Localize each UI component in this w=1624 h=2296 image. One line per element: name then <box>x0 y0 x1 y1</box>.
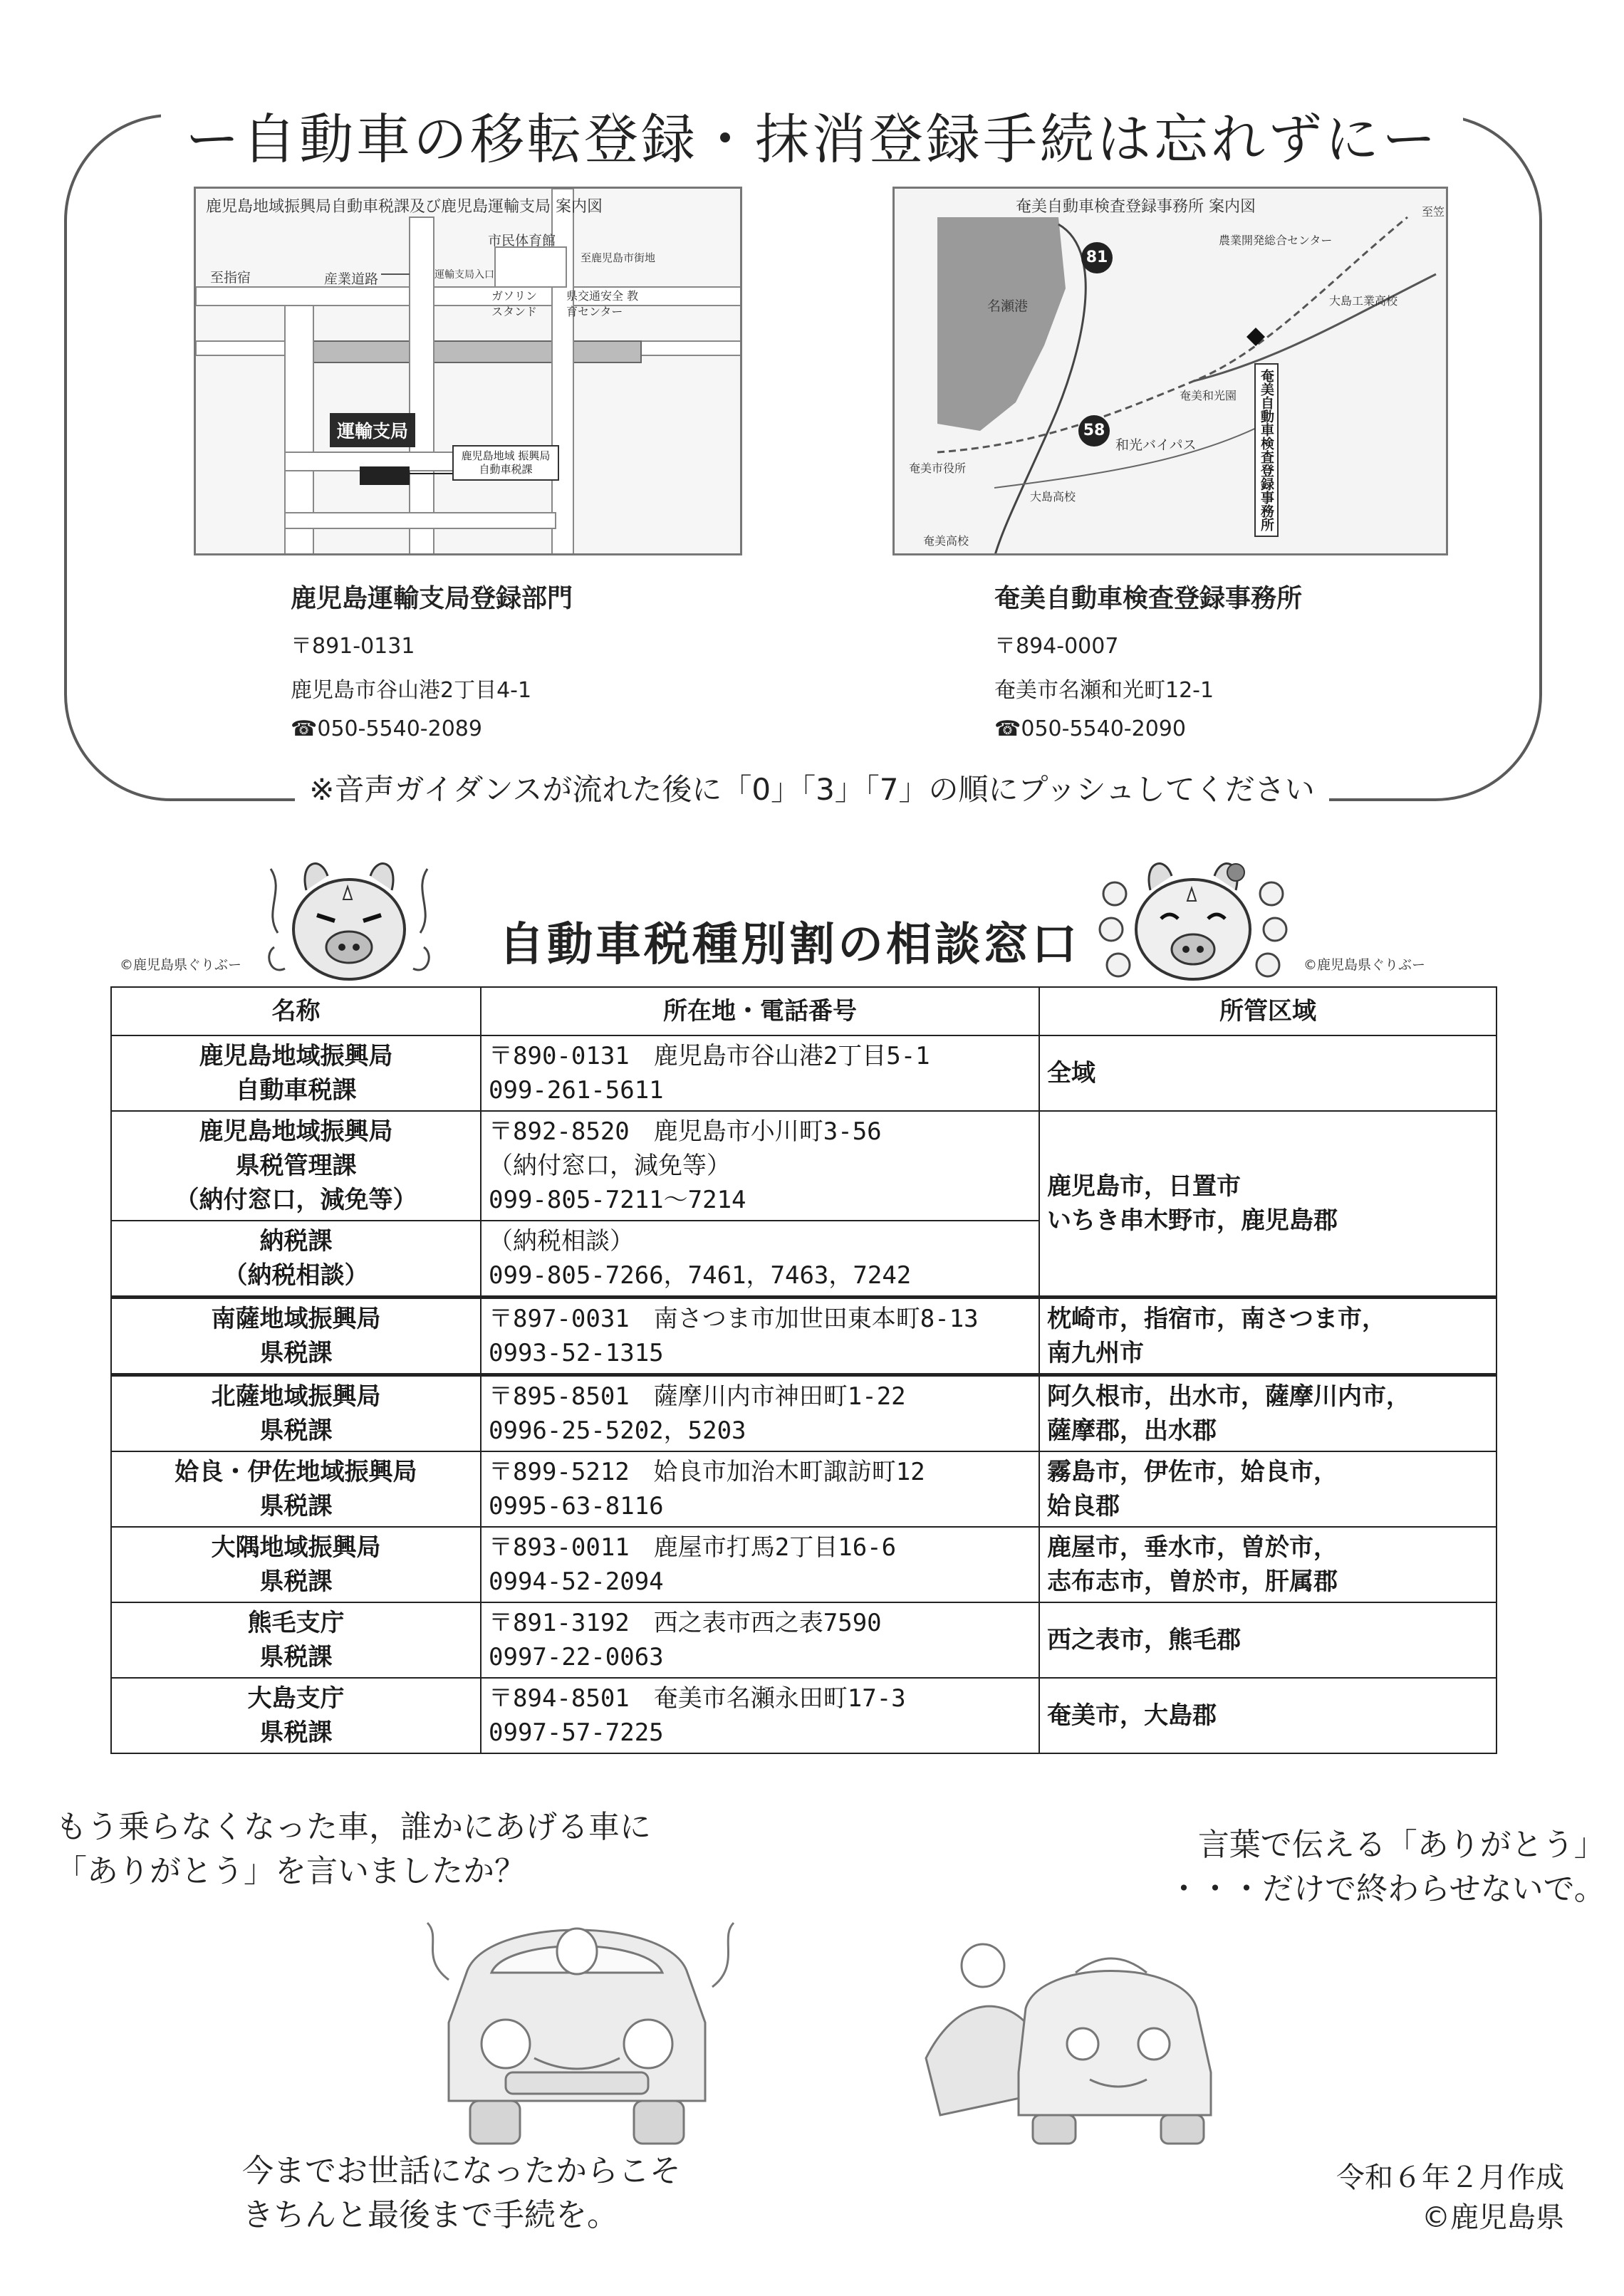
message-line: 今までお世話になったからこそ <box>242 2153 681 2189</box>
office-name-line: 県税管理課 <box>235 1152 357 1180</box>
office-name-line: 大島支庁 <box>247 1684 345 1713</box>
office-right-postal: 〒894-0007 <box>994 634 1119 659</box>
phone-guidance-notice-wrap <box>0 766 1624 809</box>
office-jurisdiction-cell <box>1039 1527 1497 1602</box>
office-note-line: （納税相談） <box>489 1227 634 1256</box>
office-jurisdiction-cell <box>1039 1678 1497 1753</box>
map-label-amami-hs: 奄美高校 <box>923 534 969 548</box>
message-line: きちんと最後まで手続を。 <box>242 2197 618 2233</box>
map-amami-roads <box>895 189 1448 555</box>
office-phone-line: 0997-57-7225 <box>489 1718 664 1747</box>
mascot-credit-left: ©鹿児島県ぐりぶー <box>120 957 242 973</box>
office-name-line: 北薩地域振興局 <box>211 1382 381 1411</box>
office-name-cell <box>111 1451 481 1527</box>
map-label-amami-city-hall: 奄美市役所 <box>909 461 967 475</box>
office-name-cell <box>111 1035 481 1111</box>
map-kagoshima-caption: 鹿児島地域振興局自動車税課及び鹿児島運輸支局 案内図 <box>206 198 603 216</box>
office-address-line: 〒890-0131 鹿児島市谷山港2丁目5-1 <box>489 1042 930 1070</box>
office-note-line: （納付窓口，減免等） <box>489 1152 731 1180</box>
registration-title: ー自動車の移転登録・抹消登録手続は忘れずにー <box>161 108 1463 171</box>
copyright: ©鹿児島県 <box>1422 2201 1564 2234</box>
office-address-cell <box>481 1375 1039 1452</box>
office-left-postal: 〒891-0131 <box>291 634 415 659</box>
table-header-row <box>111 987 1497 1035</box>
map-label-entrance: 運輸支局入口 <box>434 269 494 281</box>
table-row <box>111 1527 1497 1602</box>
registration-title-wrap <box>0 96 1624 174</box>
office-phone-line: 099-261-5611 <box>489 1076 664 1105</box>
map-label-tax-division: 鹿児島地域 振興局 自動車税課 <box>452 445 559 481</box>
office-jurisdiction-cell <box>1039 1298 1497 1375</box>
office-name-cell <box>111 1111 481 1221</box>
message-line: もう乗らなくなった車，誰かにあげる車に <box>56 1809 651 1845</box>
route-58-badge: 58 <box>1078 415 1110 447</box>
map-kagoshima <box>194 187 742 555</box>
jurisdiction-line: 西之表市，熊毛郡 <box>1047 1626 1241 1654</box>
office-phone-line: 0997-22-0063 <box>489 1643 664 1671</box>
office-jurisdiction-cell <box>1039 1375 1497 1452</box>
jurisdiction-line: 枕崎市，指宿市，南さつま市， <box>1047 1305 1386 1333</box>
map-label-to-city-center: 至鹿児島市街地 <box>581 251 656 264</box>
car-illustration-goodbye <box>883 1916 1254 2158</box>
tax-office-table <box>110 986 1497 1754</box>
office-right-phone: ☎050-5540-2090 <box>994 716 1186 741</box>
office-address-cell <box>481 1602 1039 1678</box>
jurisdiction-line: 阿久根市，出水市，薩摩川内市， <box>1047 1382 1410 1411</box>
map-label-transport-bureau: 運輸支局 <box>330 413 415 447</box>
table-row <box>111 1451 1497 1527</box>
office-left-address: 鹿児島市谷山港2丁目4-1 <box>291 678 532 703</box>
map-amami-caption: 奄美自動車検査登録事務所 案内図 <box>1016 198 1256 216</box>
office-name-line: （納税相談） <box>223 1261 369 1290</box>
office-name-line: 納税課 <box>259 1227 333 1256</box>
office-address-line: 〒895-8501 薩摩川内市神田町1-22 <box>489 1382 906 1411</box>
jurisdiction-line: 鹿屋市，垂水市，曽於市， <box>1047 1533 1338 1562</box>
office-name-line: 鹿児島地域振興局 <box>199 1042 393 1070</box>
office-name-line: 県税課 <box>259 1416 333 1445</box>
column-header-jurisdiction: 所管区域 <box>1039 987 1497 1035</box>
office-address-line: 〒892-8520 鹿児島市小川町3-56 <box>489 1117 882 1146</box>
office-name-line: 鹿児島地域振興局 <box>199 1117 393 1146</box>
map-label-gas-station: ガソリン スタンド <box>491 289 538 318</box>
table-row <box>111 1678 1497 1753</box>
jurisdiction-line: 志布志市，曽於市，肝属郡 <box>1047 1567 1338 1596</box>
office-name-line: （納付窓口，減免等） <box>175 1186 417 1214</box>
jurisdiction-line: 奄美市，大島郡 <box>1047 1701 1217 1730</box>
office-name-line: 大隅地域振興局 <box>211 1533 381 1562</box>
jurisdiction-line: 薩摩郡，出水郡 <box>1047 1416 1217 1445</box>
office-name-cell <box>111 1221 481 1298</box>
message-words-not-enough <box>1118 1823 1605 1911</box>
map-kagoshima-roads <box>196 189 742 555</box>
office-name-line: 県税課 <box>259 1643 333 1671</box>
office-name-line: 自動車税課 <box>235 1076 357 1105</box>
office-jurisdiction-cell <box>1039 1035 1497 1111</box>
message-line: 言葉で伝える「ありがとう」 <box>1197 1827 1605 1863</box>
office-phone-line: 0996-25-5202，5203 <box>489 1416 746 1445</box>
office-address-line: 〒899-5212 姶良市加治木町諏訪町12 <box>489 1458 925 1486</box>
office-name-cell <box>111 1375 481 1452</box>
office-address-cell <box>481 1678 1039 1753</box>
column-header-address: 所在地・電話番号 <box>481 987 1039 1035</box>
message-line: ・・・だけで終わらせないで。 <box>1168 1871 1605 1907</box>
office-phone-line: 0993-52-1315 <box>489 1339 664 1367</box>
map-label-naze-port: 名瀬港 <box>987 298 1029 314</box>
office-name-line: 県税課 <box>259 1718 333 1747</box>
office-left-phone: ☎050-5540-2089 <box>291 716 482 741</box>
office-right-name: 奄美自動車検査登録事務所 <box>994 584 1303 613</box>
map-label-industrial-road: 産業道路 <box>324 271 379 287</box>
office-phone-line: 099-805-7211～7214 <box>489 1186 746 1214</box>
table-row <box>111 1298 1497 1375</box>
office-address-cell <box>481 1221 1039 1298</box>
jurisdiction-line: 南九州市 <box>1047 1339 1144 1367</box>
office-address-line: 〒894-8501 奄美市名瀬永田町17-3 <box>489 1684 906 1713</box>
office-jurisdiction-cell <box>1039 1111 1497 1298</box>
route-81-badge: 81 <box>1081 242 1113 273</box>
column-header-name: 名称 <box>111 987 481 1035</box>
consultation-title: 自動車税種別割の相談窓口 <box>499 919 1080 971</box>
table-row <box>111 1602 1497 1678</box>
map-label-gym: 市民体育館 <box>488 233 556 249</box>
jurisdiction-line: 霧島市，伊佐市，姶良市， <box>1047 1458 1338 1486</box>
office-name-line: 南薩地域振興局 <box>211 1305 381 1333</box>
jurisdiction-line: 姶良郡 <box>1047 1492 1120 1520</box>
office-name-line: 熊毛支庁 <box>247 1609 345 1637</box>
map-label-oshima-tech-hs: 大島工業高校 <box>1329 294 1398 308</box>
mascot-boar-right <box>1097 851 1289 990</box>
office-left-name: 鹿児島運輸支局登録部門 <box>291 584 573 613</box>
office-phone-line: 0995-63-8116 <box>489 1492 664 1520</box>
office-address-line: 〒897-0031 南さつま市加世田東本町8-13 <box>489 1305 979 1333</box>
map-label-wako-bypass: 和光バイパス <box>1115 437 1197 453</box>
office-address-cell <box>481 1298 1039 1375</box>
office-address-line: 〒891-3192 西之表市西之表7590 <box>489 1609 882 1637</box>
office-name-cell <box>111 1298 481 1375</box>
mascot-boar-left <box>256 847 442 990</box>
table-row <box>111 1111 1497 1221</box>
message-thank-car <box>56 1805 651 1894</box>
office-phone-line: 0994-52-2094 <box>489 1567 664 1596</box>
office-name-line: 姶良・伊佐地域振興局 <box>175 1458 417 1486</box>
office-address-cell <box>481 1527 1039 1602</box>
phone-guidance-notice: ※音声ガイダンスが流れた後に「0」「3」「7」の順にプッシュしてください <box>295 772 1328 807</box>
office-phone-line: 099-805-7266，7461，7463，7242 <box>489 1261 912 1290</box>
message-complete-procedure <box>242 2149 681 2238</box>
map-label-to-ibusuki: 至指宿 <box>210 270 251 286</box>
jurisdiction-line: いちき串木野市，鹿児島郡 <box>1047 1206 1338 1235</box>
map-label-safety-center: 県交通安全 教育センター <box>566 289 639 318</box>
map-label-amami-wako: 奄美和光園 <box>1180 389 1237 402</box>
office-name-cell <box>111 1678 481 1753</box>
table-row <box>111 1035 1497 1111</box>
office-name-line: 県税課 <box>259 1567 333 1596</box>
map-label-amami-office: 奄美自動車検査登録事務所 <box>1254 363 1279 537</box>
office-address-line: 〒893-0011 鹿屋市打馬2丁目16-6 <box>489 1533 897 1562</box>
office-jurisdiction-cell <box>1039 1451 1497 1527</box>
map-label-corner: 至笠 <box>1422 205 1445 219</box>
footer-credit <box>1336 2158 1564 2238</box>
office-address-cell <box>481 1451 1039 1527</box>
map-label-oshima-hs: 大島高校 <box>1030 490 1076 503</box>
map-amami <box>892 187 1448 555</box>
table-row <box>111 1375 1497 1452</box>
office-address-cell <box>481 1111 1039 1221</box>
creation-date: 令和６年２月作成 <box>1336 2161 1564 2194</box>
office-name-cell <box>111 1527 481 1602</box>
office-address-cell <box>481 1035 1039 1111</box>
mascot-credit-right: ©鹿児島県ぐりぶー <box>1303 957 1426 973</box>
office-name-line: 県税課 <box>259 1339 333 1367</box>
jurisdiction-line: 鹿児島市，日置市 <box>1047 1172 1241 1201</box>
office-name-line: 県税課 <box>259 1492 333 1520</box>
car-illustration-driver <box>399 1894 755 2165</box>
message-line: 「ありがとう」を言いましたか？ <box>56 1853 526 1889</box>
office-name-cell <box>111 1602 481 1678</box>
map-label-agri-center: 農業開発総合センター <box>1219 234 1333 247</box>
jurisdiction-line: 全域 <box>1047 1059 1095 1087</box>
office-right-address: 奄美市名瀬和光町12-1 <box>994 678 1214 703</box>
office-jurisdiction-cell <box>1039 1602 1497 1678</box>
